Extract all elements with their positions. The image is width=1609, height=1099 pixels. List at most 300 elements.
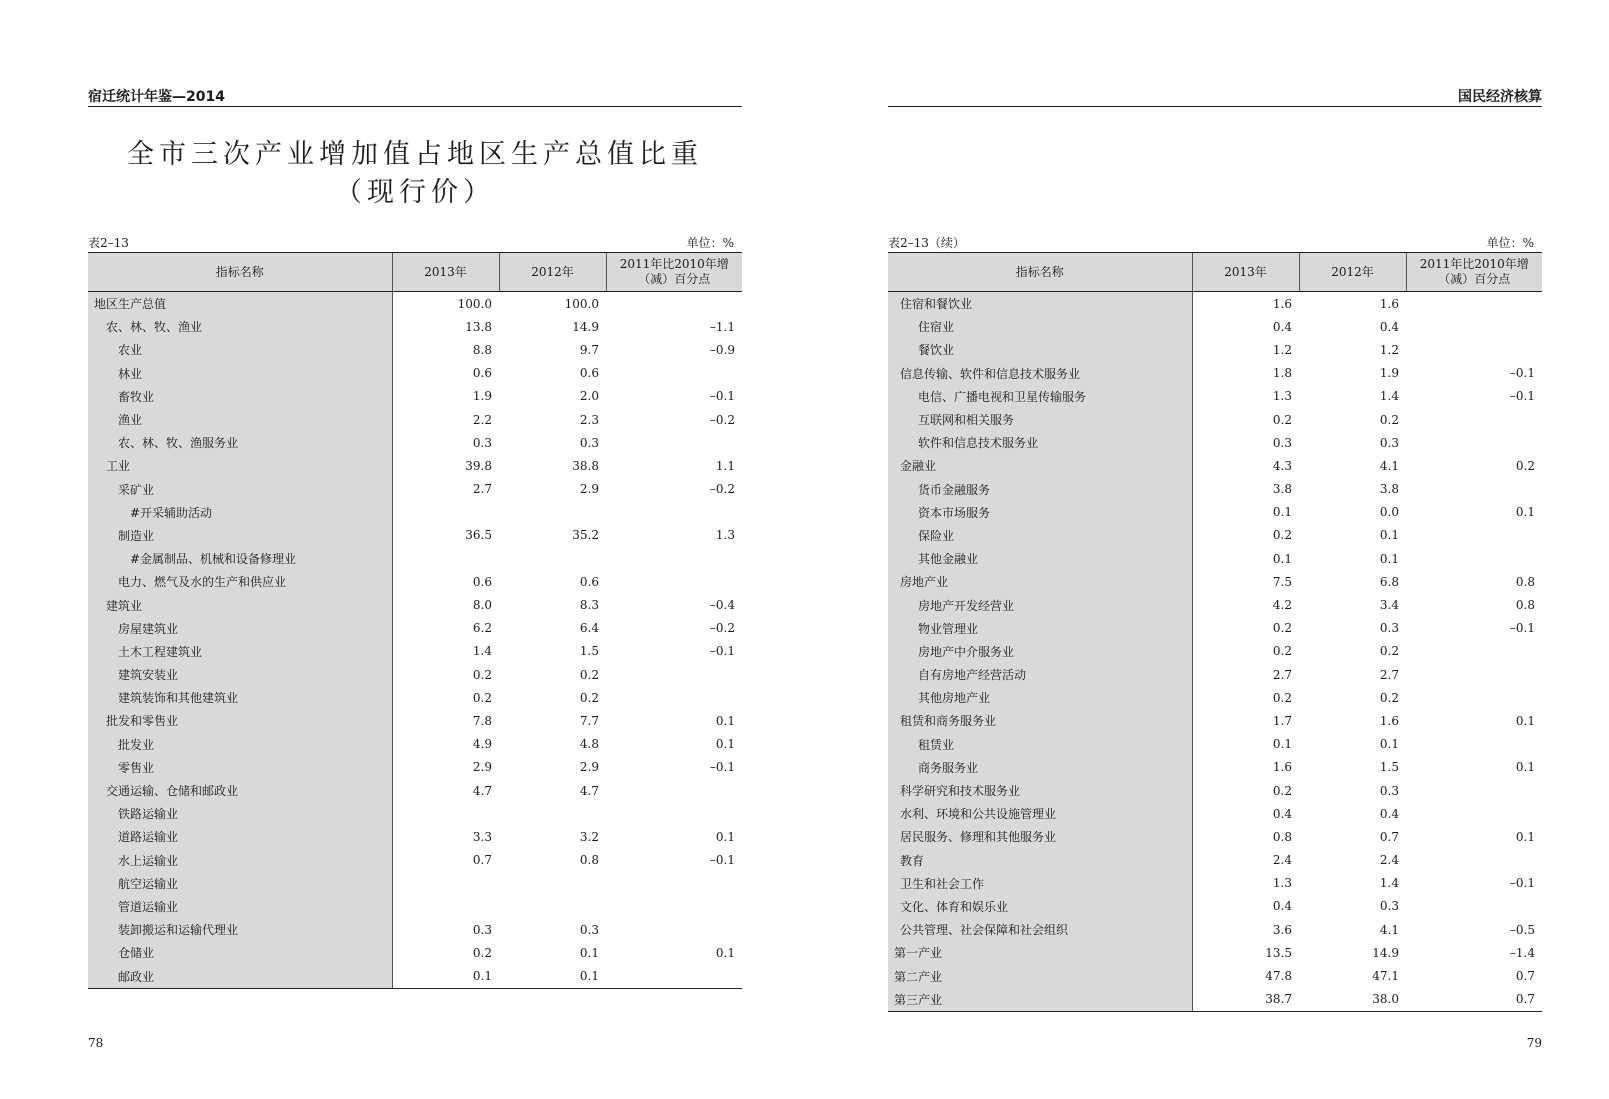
row-name: 软件和信息技术服务业 xyxy=(888,431,1192,454)
row-name: 水利、环境和公共设施管理业 xyxy=(888,802,1192,825)
value-2012: 0.2 xyxy=(1379,644,1399,659)
running-head xyxy=(88,84,742,107)
value-2013: 0.2 xyxy=(1272,528,1292,543)
row-name: 零售业 xyxy=(88,756,392,779)
value-change: –1.1 xyxy=(709,319,735,334)
value-change xyxy=(1406,315,1542,338)
value-change: 0.2 xyxy=(1515,458,1535,473)
value-change: –0.1 xyxy=(709,853,735,868)
value-change: 0.1 xyxy=(1515,505,1535,520)
value-2013: 0.4 xyxy=(1272,806,1292,821)
table-row xyxy=(88,825,742,848)
row-name: 农、林、牧、渔业 xyxy=(88,315,392,338)
row-name: 渔业 xyxy=(88,408,392,431)
value-2012: 4.1 xyxy=(1379,922,1399,937)
left-page xyxy=(88,0,742,1099)
value-2013: 1.4 xyxy=(472,644,492,659)
value-2013: 0.3 xyxy=(472,922,492,937)
row-name: 第三产业 xyxy=(888,988,1192,1012)
right-page xyxy=(888,0,1542,1099)
row-name: 电信、广播电视和卫星传输服务 xyxy=(888,385,1192,408)
value-2012: 4.8 xyxy=(579,737,599,752)
title-line-1: 全市三次产业增加值占地区生产总值比重 xyxy=(127,139,703,170)
value-change xyxy=(1406,686,1542,709)
value-2012: 0.1 xyxy=(1379,528,1399,543)
value-2012: 3.8 xyxy=(1379,482,1399,497)
row-name: 建筑装饰和其他建筑业 xyxy=(88,686,392,709)
row-name: 其他房地产业 xyxy=(888,686,1192,709)
value-2012: 0.6 xyxy=(579,366,599,381)
value-2012: 0.3 xyxy=(1379,783,1399,798)
table-row xyxy=(888,709,1542,732)
value-2012: 38.8 xyxy=(572,458,599,473)
table-row xyxy=(888,640,1542,663)
value-change xyxy=(1406,663,1542,686)
row-name: #金属制品、机械和设备修理业 xyxy=(88,547,392,570)
value-2012: 0.3 xyxy=(1379,435,1399,450)
row-name: 房地产开发经营业 xyxy=(888,593,1192,616)
row-name: 科学研究和技术服务业 xyxy=(888,779,1192,802)
value-2012: 0.3 xyxy=(579,435,599,450)
value-change xyxy=(606,547,742,570)
table-row xyxy=(888,733,1542,756)
table-row xyxy=(888,454,1542,477)
row-name: 资本市场服务 xyxy=(888,501,1192,524)
value-2012: 1.2 xyxy=(1379,342,1399,357)
value-2013: 13.8 xyxy=(465,319,492,334)
row-name: 土木工程建筑业 xyxy=(88,640,392,663)
value-2013: 1.2 xyxy=(1272,342,1292,357)
value-2013: 1.3 xyxy=(1272,876,1292,891)
value-2013: 0.2 xyxy=(1272,783,1292,798)
table-row xyxy=(888,941,1542,964)
value-2012: 0.2 xyxy=(1379,690,1399,705)
table-row xyxy=(888,663,1542,686)
row-name: 畜牧业 xyxy=(88,385,392,408)
value-2012: 0.2 xyxy=(579,690,599,705)
value-2013: 0.1 xyxy=(1272,551,1292,566)
row-name: 教育 xyxy=(888,849,1192,872)
table-row xyxy=(888,338,1542,361)
row-name: 铁路运输业 xyxy=(88,802,392,825)
row-name: 装卸搬运和运输代理业 xyxy=(88,918,392,941)
value-2012: 38.0 xyxy=(1299,988,1406,1012)
value-2012: 3.2 xyxy=(579,829,599,844)
value-change xyxy=(1406,547,1542,570)
value-2013: 0.3 xyxy=(472,435,492,450)
value-2013: 38.7 xyxy=(1192,988,1299,1012)
value-2012: 1.6 xyxy=(1379,296,1399,311)
value-change: 0.7 xyxy=(1406,988,1542,1012)
value-change xyxy=(1406,895,1542,918)
row-name: 金融业 xyxy=(888,454,1192,477)
value-2012: 0.3 xyxy=(579,922,599,937)
value-2012: 3.4 xyxy=(1379,598,1399,613)
value-2013: 7.5 xyxy=(1272,574,1292,589)
table-row xyxy=(888,570,1542,593)
header-indicator: 指标名称 xyxy=(888,253,1192,292)
table-row xyxy=(888,895,1542,918)
table-row xyxy=(88,918,742,941)
value-2012: 0.3 xyxy=(1379,899,1399,914)
value-change xyxy=(606,802,742,825)
table-row xyxy=(888,872,1542,895)
value-change xyxy=(606,431,742,454)
value-2012: 0.8 xyxy=(579,853,599,868)
value-2013: 0.1 xyxy=(392,964,499,988)
value-change xyxy=(606,501,742,524)
row-name: 邮政业 xyxy=(88,964,392,988)
row-name: 第一产业 xyxy=(888,941,1192,964)
row-name: 林业 xyxy=(88,362,392,385)
value-change xyxy=(1406,292,1542,316)
value-change xyxy=(606,872,742,895)
table-unit: 单位：% xyxy=(686,236,734,250)
value-2012: 6.8 xyxy=(1379,574,1399,589)
row-name: 商务服务业 xyxy=(888,756,1192,779)
table-row xyxy=(88,478,742,501)
value-change: 0.1 xyxy=(715,713,735,728)
value-2012: 8.3 xyxy=(579,598,599,613)
value-2012 xyxy=(499,547,606,570)
value-2012: 1.5 xyxy=(1379,760,1399,775)
value-change: –0.1 xyxy=(709,760,735,775)
row-name: 管道运输业 xyxy=(88,895,392,918)
value-2013: 0.4 xyxy=(1272,899,1292,914)
value-2013: 2.2 xyxy=(472,412,492,427)
row-name: 租赁业 xyxy=(888,733,1192,756)
value-2012: 1.9 xyxy=(1379,366,1399,381)
value-change: –0.1 xyxy=(1509,389,1535,404)
value-2013: 7.8 xyxy=(472,713,492,728)
value-change xyxy=(1406,779,1542,802)
value-2013: 0.8 xyxy=(1272,829,1292,844)
value-change: 0.1 xyxy=(715,737,735,752)
value-2013: 0.1 xyxy=(1272,737,1292,752)
header-change: 2011年比2010年增（减）百分点 xyxy=(1406,253,1542,292)
table-row xyxy=(888,478,1542,501)
value-2013: 0.2 xyxy=(1272,690,1292,705)
row-name: 保险业 xyxy=(888,524,1192,547)
value-2012 xyxy=(499,501,606,524)
chapter-title: 国民经济核算 xyxy=(1458,89,1542,105)
value-2012: 2.9 xyxy=(579,482,599,497)
value-2013 xyxy=(392,547,499,570)
value-2012: 2.0 xyxy=(579,389,599,404)
table-row xyxy=(88,802,742,825)
table-row xyxy=(88,640,742,663)
value-2012: 2.9 xyxy=(579,760,599,775)
value-2013 xyxy=(392,895,499,918)
data-table xyxy=(888,252,1542,1012)
row-name: 互联网和相关服务 xyxy=(888,408,1192,431)
value-2013 xyxy=(392,802,499,825)
table-row xyxy=(888,686,1542,709)
row-name: 批发业 xyxy=(88,733,392,756)
table-row xyxy=(888,501,1542,524)
value-2013: 2.7 xyxy=(472,482,492,497)
value-change xyxy=(606,918,742,941)
row-name: 建筑业 xyxy=(88,593,392,616)
table-row xyxy=(888,362,1542,385)
value-2013: 2.4 xyxy=(1272,853,1292,868)
value-change xyxy=(1406,408,1542,431)
table-row xyxy=(88,663,742,686)
table-row xyxy=(888,524,1542,547)
value-2013 xyxy=(392,872,499,895)
table-row xyxy=(88,779,742,802)
table-row xyxy=(88,570,742,593)
running-head xyxy=(888,84,1542,107)
table-row xyxy=(88,524,742,547)
table-row xyxy=(88,431,742,454)
value-2012: 0.2 xyxy=(1379,412,1399,427)
table-row xyxy=(88,593,742,616)
value-2013: 8.8 xyxy=(472,342,492,357)
value-2012: 7.7 xyxy=(579,713,599,728)
value-change: –0.1 xyxy=(709,644,735,659)
value-change xyxy=(606,570,742,593)
value-change: –0.2 xyxy=(709,482,735,497)
table-row xyxy=(888,547,1542,570)
table-row xyxy=(88,617,742,640)
value-change: 0.1 xyxy=(1515,760,1535,775)
table-row xyxy=(88,454,742,477)
table-row xyxy=(88,547,742,570)
value-2012: 14.9 xyxy=(1372,945,1399,960)
value-2012: 0.4 xyxy=(1379,806,1399,821)
table-id: 表2–13（续） xyxy=(888,236,965,250)
value-change: 0.1 xyxy=(1515,713,1535,728)
page-number: 79 xyxy=(1526,1036,1542,1050)
value-2013: 36.5 xyxy=(465,528,492,543)
row-name: 制造业 xyxy=(88,524,392,547)
value-change: –0.5 xyxy=(1509,922,1535,937)
row-name: 农业 xyxy=(88,338,392,361)
row-name: 交通运输、仓储和邮政业 xyxy=(88,779,392,802)
row-name: 物业管理业 xyxy=(888,617,1192,640)
value-2012 xyxy=(499,872,606,895)
row-name: 水上运输业 xyxy=(88,849,392,872)
value-2012: 2.7 xyxy=(1379,667,1399,682)
value-change: 1.1 xyxy=(715,458,735,473)
value-change xyxy=(1406,431,1542,454)
value-2012: 9.7 xyxy=(579,342,599,357)
table-header-row xyxy=(88,253,742,292)
row-name: 农、林、牧、渔服务业 xyxy=(88,431,392,454)
table-row xyxy=(888,849,1542,872)
row-name: 住宿和餐饮业 xyxy=(888,292,1192,316)
header-2012: 2012年 xyxy=(1299,253,1406,292)
row-name: 房屋建筑业 xyxy=(88,617,392,640)
value-2012: 14.9 xyxy=(572,319,599,334)
value-change xyxy=(606,964,742,988)
table-unit: 单位：% xyxy=(1486,236,1534,250)
value-2013: 3.8 xyxy=(1272,482,1292,497)
value-2012: 0.0 xyxy=(1379,505,1399,520)
value-change: 0.1 xyxy=(715,829,735,844)
value-2013: 0.2 xyxy=(472,945,492,960)
header-2012: 2012年 xyxy=(499,253,606,292)
table-row xyxy=(88,501,742,524)
value-change: –0.1 xyxy=(1509,621,1535,636)
value-2012: 4.7 xyxy=(579,783,599,798)
value-2012: 0.1 xyxy=(1379,551,1399,566)
value-2013: 39.8 xyxy=(465,458,492,473)
value-change: 0.1 xyxy=(715,945,735,960)
value-2013: 1.6 xyxy=(1272,296,1292,311)
row-name: 其他金融业 xyxy=(888,547,1192,570)
row-name: 文化、体育和娱乐业 xyxy=(888,895,1192,918)
row-name: 仓储业 xyxy=(88,941,392,964)
header-2013: 2013年 xyxy=(1192,253,1299,292)
row-name: 航空运输业 xyxy=(88,872,392,895)
value-change xyxy=(606,362,742,385)
row-name: 道路运输业 xyxy=(88,825,392,848)
table-row xyxy=(88,849,742,872)
value-change: –0.2 xyxy=(709,412,735,427)
value-change: 0.8 xyxy=(1515,598,1535,613)
value-2013: 8.0 xyxy=(472,598,492,613)
row-name: 居民服务、修理和其他服务业 xyxy=(888,825,1192,848)
value-2013: 0.4 xyxy=(1272,319,1292,334)
value-2013: 0.6 xyxy=(472,366,492,381)
value-2013: 0.3 xyxy=(1272,435,1292,450)
table-row xyxy=(888,617,1542,640)
value-2013: 4.7 xyxy=(472,783,492,798)
title-line-2: （现行价） xyxy=(335,177,495,208)
table-row xyxy=(88,385,742,408)
row-name: 电力、燃气及水的生产和供应业 xyxy=(88,570,392,593)
value-change xyxy=(606,895,742,918)
value-2012: 4.1 xyxy=(1379,458,1399,473)
table-row xyxy=(888,408,1542,431)
value-2013: 0.6 xyxy=(472,574,492,589)
value-2013: 1.6 xyxy=(1272,760,1292,775)
table-row xyxy=(888,779,1542,802)
table-row xyxy=(88,733,742,756)
value-2012: 0.1 xyxy=(499,964,606,988)
value-2012: 47.1 xyxy=(1372,969,1399,984)
value-change: –0.4 xyxy=(709,598,735,613)
row-name: 采矿业 xyxy=(88,478,392,501)
value-2012: 2.4 xyxy=(1379,853,1399,868)
value-change: –0.2 xyxy=(709,621,735,636)
table-row xyxy=(88,872,742,895)
value-change: –0.1 xyxy=(1509,366,1535,381)
value-2012: 0.3 xyxy=(1379,621,1399,636)
table-row xyxy=(88,709,742,732)
value-2013: 0.2 xyxy=(1272,644,1292,659)
row-name: 地区生产总值 xyxy=(88,292,392,316)
data-table xyxy=(88,252,742,989)
value-change: 0.7 xyxy=(1515,969,1535,984)
value-change xyxy=(1406,802,1542,825)
row-name: 房地产中介服务业 xyxy=(888,640,1192,663)
value-change xyxy=(606,686,742,709)
row-name: 租赁和商务服务业 xyxy=(888,709,1192,732)
row-name: 卫生和社会工作 xyxy=(888,872,1192,895)
value-2012: 1.5 xyxy=(579,644,599,659)
value-change: 0.1 xyxy=(1515,829,1535,844)
value-2012: 1.4 xyxy=(1379,876,1399,891)
table-row xyxy=(88,315,742,338)
value-2013: 100.0 xyxy=(457,296,492,311)
value-2013: 1.7 xyxy=(1272,713,1292,728)
value-2012: 35.2 xyxy=(572,528,599,543)
yearbook-title: 宿迁统计年鉴—2014 xyxy=(88,89,225,105)
value-2013: 4.9 xyxy=(472,737,492,752)
table-row xyxy=(88,686,742,709)
value-2013: 0.2 xyxy=(472,667,492,682)
value-2013: 13.5 xyxy=(1265,945,1292,960)
value-change xyxy=(1406,849,1542,872)
header-change: 2011年比2010年增（减）百分点 xyxy=(606,253,742,292)
table-row xyxy=(88,964,742,988)
value-2012: 0.1 xyxy=(1379,737,1399,752)
value-2013: 1.3 xyxy=(1272,389,1292,404)
row-name: 餐饮业 xyxy=(888,338,1192,361)
header-2013: 2013年 xyxy=(392,253,499,292)
row-name: 第二产业 xyxy=(888,964,1192,987)
row-name: 房地产业 xyxy=(888,570,1192,593)
value-change xyxy=(1406,338,1542,361)
table-row xyxy=(888,593,1542,616)
table-row xyxy=(888,964,1542,987)
table-body xyxy=(88,292,742,989)
value-2013: 0.7 xyxy=(472,853,492,868)
table-header-row xyxy=(888,253,1542,292)
value-2013: 0.2 xyxy=(1272,621,1292,636)
table-row xyxy=(88,408,742,431)
table-row xyxy=(88,292,742,316)
page-title xyxy=(88,136,742,212)
table-row xyxy=(888,756,1542,779)
value-2012: 100.0 xyxy=(564,296,599,311)
value-2013: 3.6 xyxy=(1272,922,1292,937)
table-body xyxy=(888,292,1542,1012)
table-row xyxy=(888,385,1542,408)
row-name: 信息传输、软件和信息技术服务业 xyxy=(888,362,1192,385)
table-row xyxy=(88,895,742,918)
value-change xyxy=(1406,640,1542,663)
value-2012: 6.4 xyxy=(579,621,599,636)
value-change xyxy=(606,292,742,316)
value-2013: 3.3 xyxy=(472,829,492,844)
value-change: 1.3 xyxy=(715,528,735,543)
value-change: –0.9 xyxy=(709,342,735,357)
table-row xyxy=(888,802,1542,825)
row-name: 工业 xyxy=(88,454,392,477)
value-2012: 1.4 xyxy=(1379,389,1399,404)
value-2012: 0.1 xyxy=(579,945,599,960)
value-2012: 2.3 xyxy=(579,412,599,427)
value-change: –0.1 xyxy=(709,389,735,404)
table-id: 表2–13 xyxy=(88,236,129,250)
value-2013: 1.9 xyxy=(472,389,492,404)
value-2013: 6.2 xyxy=(472,621,492,636)
row-name: 建筑安装业 xyxy=(88,663,392,686)
value-change: –1.4 xyxy=(1509,945,1535,960)
value-change: –0.1 xyxy=(1509,876,1535,891)
table-row xyxy=(888,918,1542,941)
row-name: 货币金融服务 xyxy=(888,478,1192,501)
table-row xyxy=(88,756,742,779)
page-number: 78 xyxy=(88,1036,104,1050)
header-indicator: 指标名称 xyxy=(88,253,392,292)
value-change xyxy=(1406,478,1542,501)
value-2013: 0.2 xyxy=(1272,412,1292,427)
